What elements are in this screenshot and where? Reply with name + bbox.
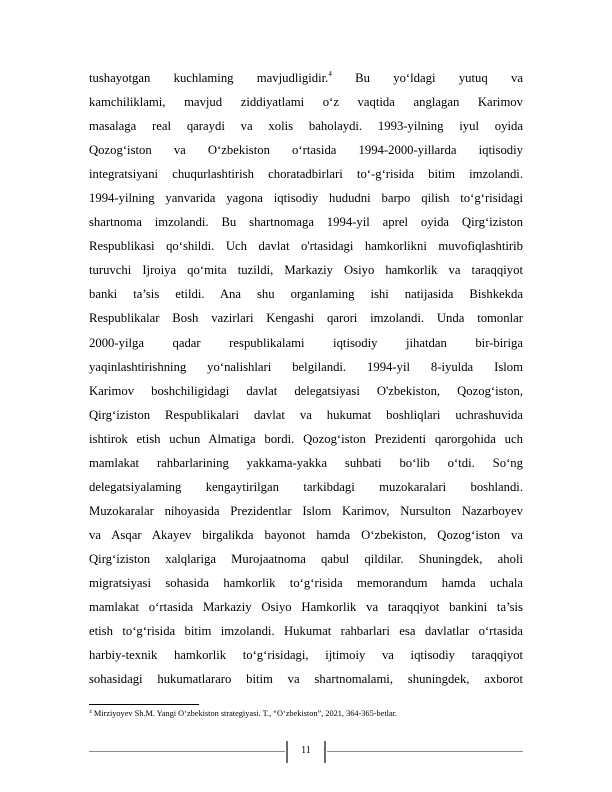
text-line-23: mamlakat o‘rtasida Markaziy Osiyo Hamkorlik va taraqqiyot bankini ta’sis [89,600,523,615]
text-line-15: Qirg‘iziston Respublikalari davlat va hukumat boshliqlari uchrashuvida [89,407,523,422]
text-line-11: Respublikalar Bosh vazirlari Kengashi qarori imzolandi. Unda tomonlar [89,311,523,326]
footnote [89,708,529,720]
text-line-4: Qozog‘iston va O‘zbekiston o‘rtasida 1994-2000-yillarda iqtisodiy [89,143,523,158]
text-line-16: ishtirok etish uchun Almatiga bordi. Qozog‘iston Prezidenti qarorgohida uch [89,431,523,446]
footnote-marker: 4 [89,709,92,715]
footnote-separator [89,704,199,705]
text-line-24: etish to‘g‘risida bitim imzolandi. Hukumat rahbarlari esa davlatlar o‘rtasida [89,624,523,639]
text-line-26: sohasidagi hukumatlararo bitim va shartnomalami, shuningdek, axborot [89,672,523,687]
text-line-22: migratsiyasi sohasida hamkorlik to‘g‘risida memorandum hamda uchala [89,575,523,590]
text-line-18: delegatsiyalaming kengaytirilgan tarkibdagi muzokaralari boshlandi. [89,479,523,494]
text-line-25: harbiy-texnik hamkorlik to‘g‘risidagi, ijtimoiy va iqtisodiy taraqqiyot [89,648,523,663]
text-line-10: banki ta’sis etildi. Ana shu organlaming ishi natijasida Bishkekda [89,287,523,302]
page-number: 11 [301,745,311,756]
text-line-5: integratsiyani chuqurlashtirish choratadbirlari to‘-g‘risida bitim imzolandi. [89,167,523,182]
footer-rule-right [327,751,523,752]
text-line-17: mamlakat rahbarlarining yakkama-yakka suhbati bo‘lib o‘tdi. So‘ng [89,455,523,470]
text-line-9: turuvchi Ijroiya qo‘mita tuzildi, Markaziy Osiyo hamkorlik va taraqqiyot [89,263,523,278]
footnote-text: Mirziyoyev Sh.M. Yangi O‘zbekiston strategiyasi. T., “O‘zbekiston”, 2021, 364-365-betlar. [93,709,397,718]
body-text [89,66,523,691]
text-line-6: 1994-yilning yanvarida yagona iqtisodiy hududni barpo qilish to‘g‘risidagi [89,191,523,206]
text-line-1-tail: Bu yo‘ldagi yutuq va [355,71,523,85]
text-line-21: Qirg‘iziston xalqlariga Murojaatnoma qabul qildilar. Shuningdek, aholi [89,551,523,566]
text-line-7: shartnoma imzolandi. Bu shartnomaga 1994-yil aprel oyida Qirg‘iziston [89,215,523,230]
text-line-20: va Asqar Akayev birgalikda bayonot hamda O‘zbekiston, Qozog‘iston va [89,527,523,542]
text-line-12: 2000-yilga qadar respublikalami iqtisodiy jihatdan bir-biriga [89,335,523,350]
text-line-14: Karimov boshchiligidagi davlat delegatsiyasi O'zbekiston, Qozog‘iston, [89,383,523,398]
text-line-1-head: tushayotgan kuchlaming mavjudligidir. [89,71,329,85]
text-line-8: Respublikasi qo‘shildi. Uch davlat o'rtasidagi hamkorlikni muvofiqlashtirib [89,239,523,254]
text-line-19: Muzokaralar nihoyasida Prezidentlar Islom Karimov, Nursulton Nazarboyev [89,503,523,518]
text-line-1 [89,66,523,90]
text-line-2: kamchiliklami, mavjud ziddiyatlami o‘z vaqtida anglagan Karimov [89,95,523,110]
footer-rule-left [89,751,285,752]
footnote-reference: 4 [328,70,332,78]
text-line-13: yaqinlashtirishning yo‘nalishlari belgilandi. 1994-yil 8-iyulda Islom [89,359,523,374]
text-line-3: masalaga real qaraydi va xolis baholaydi. 1993-yilning iyul oyida [89,119,523,134]
